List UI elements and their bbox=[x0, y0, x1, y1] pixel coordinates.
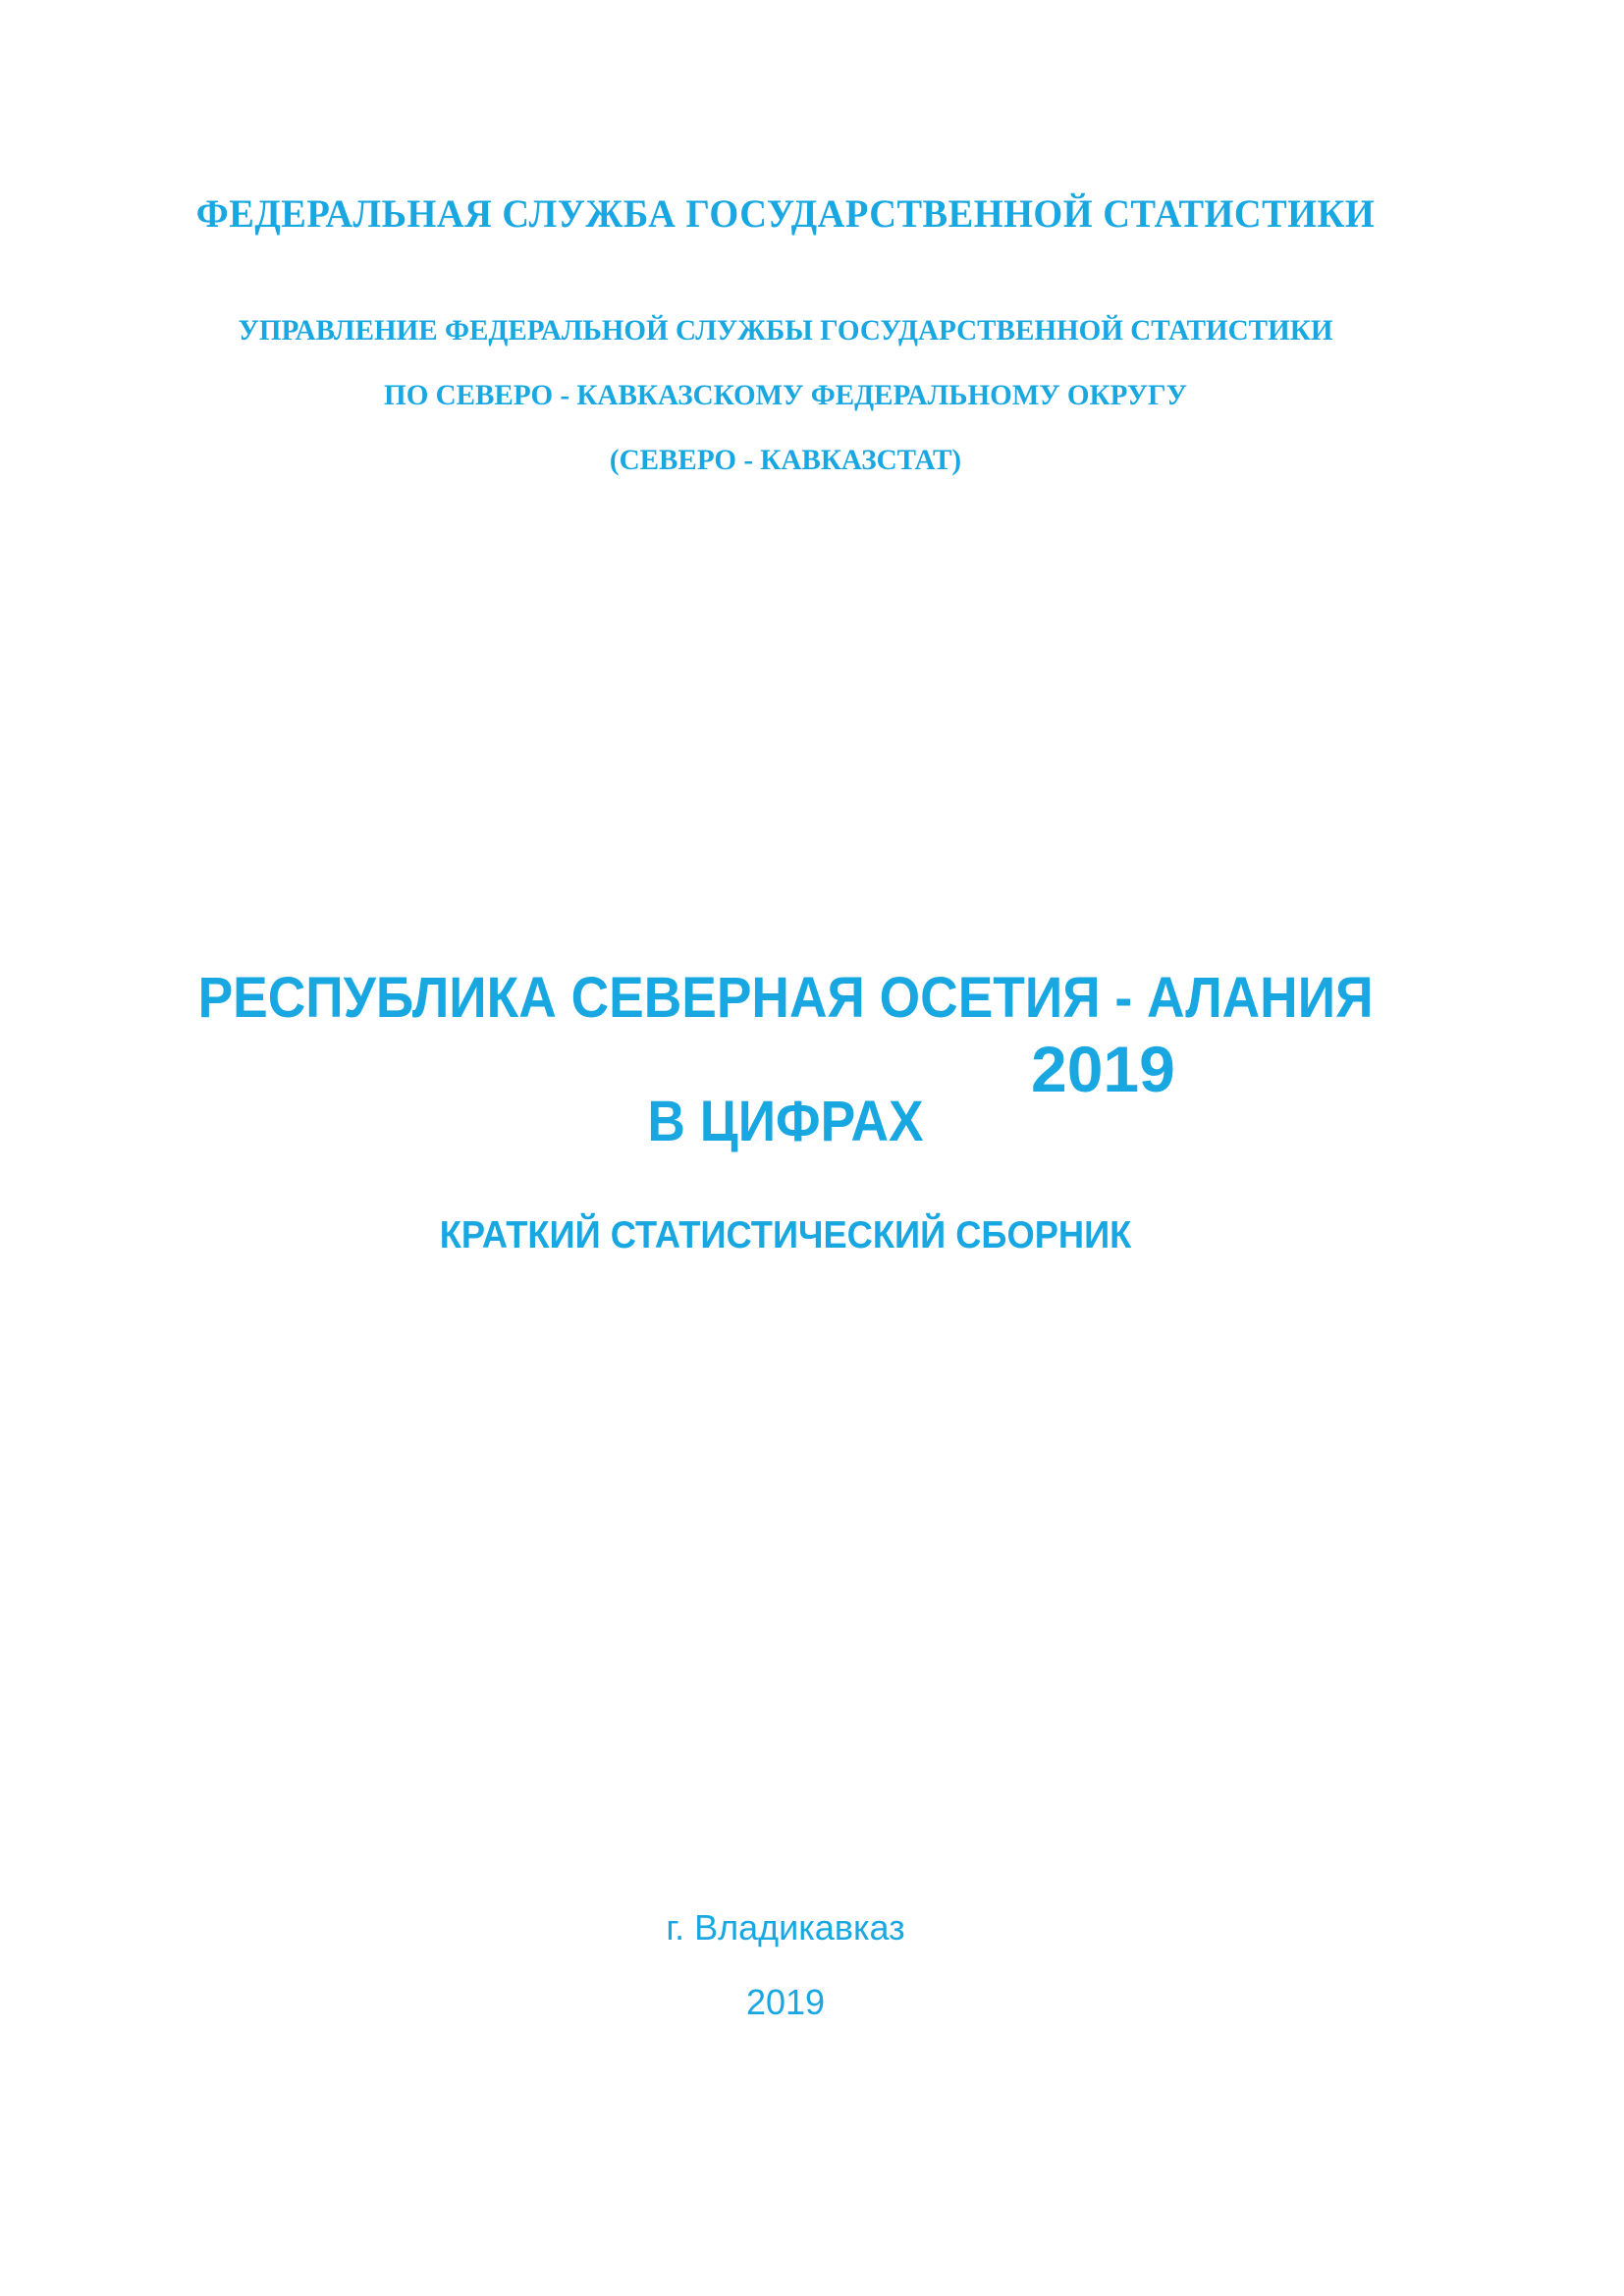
edition-year: 2019 bbox=[1031, 1033, 1175, 1105]
publication-title bbox=[63, 905, 1508, 1214]
imprint-city: г. Владикавказ bbox=[666, 1907, 905, 1948]
department-line: ПО СЕВЕРО - КАВКАЗСКОМУ ФЕДЕРАЛЬНОМУ ОКРУГУ bbox=[384, 379, 1187, 411]
imprint-year: 2019 bbox=[745, 1982, 826, 2022]
publication-subtitle: КРАТКИЙ СТАТИСТИЧЕСКИЙ СБОРНИК bbox=[439, 1214, 1132, 1256]
organization-title: ФЕДЕРАЛЬНАЯ СЛУЖБА ГОСУДАРСТВЕННОЙ СТАТИСТИКИ bbox=[195, 191, 1376, 236]
imprint bbox=[0, 1872, 1571, 2058]
department-line: УПРАВЛЕНИЕ ФЕДЕРАЛЬНОЙ СЛУЖБЫ ГОСУДАРСТВЕННОЙ СТАТИСТИКИ bbox=[238, 314, 1333, 347]
publication-title-line: В ЦИФРАХ bbox=[647, 1090, 924, 1153]
department-line: (СЕВЕРО - КАВКАЗСТАТ) bbox=[609, 444, 962, 476]
department-title bbox=[24, 282, 1547, 508]
publication-title-line: РЕСПУБЛИКА СЕВЕРНАЯ ОСЕТИЯ - АЛАНИЯ bbox=[197, 966, 1374, 1030]
